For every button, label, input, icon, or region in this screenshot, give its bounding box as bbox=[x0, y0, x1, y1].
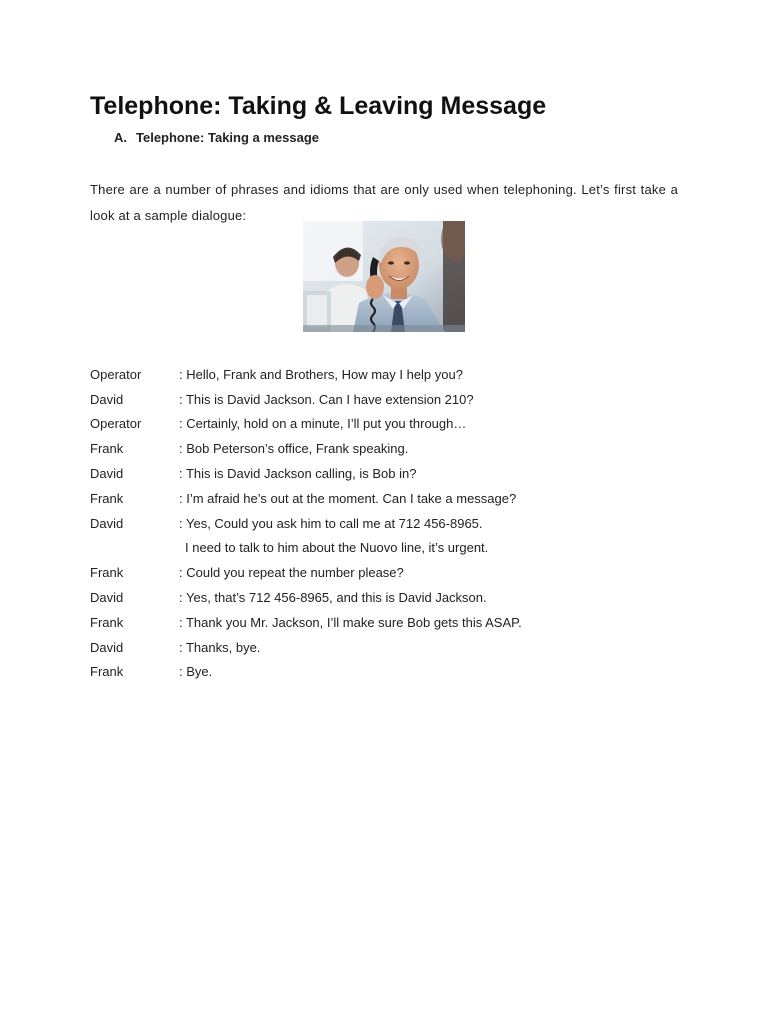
dialogue-row bbox=[90, 560, 690, 585]
dialogue-row bbox=[90, 436, 690, 461]
dialogue-line: : Yes, Could you ask him to call me at 712 456-8965. bbox=[179, 515, 483, 531]
dialogue-speaker: Operator bbox=[90, 366, 142, 382]
intro-paragraph: There are a number of phrases and idioms that are only used when telephoning. Let’s first take a look at a sample dialogue: bbox=[90, 182, 678, 223]
section-heading-text: Telephone: Taking a message bbox=[136, 130, 320, 145]
dialogue-row bbox=[90, 387, 690, 412]
dialogue-speaker: Frank bbox=[90, 664, 124, 680]
dialogue-speaker: Frank bbox=[90, 441, 124, 457]
dialogue-line: : Could you repeat the number please? bbox=[179, 565, 404, 581]
dialogue-row bbox=[90, 585, 690, 610]
dialogue-line: : Hello, Frank and Brothers, How may I help you? bbox=[179, 366, 463, 382]
dialogue-speaker: David bbox=[90, 590, 124, 606]
dialogue-speaker: David bbox=[90, 466, 124, 482]
dialogue-line: : This is David Jackson calling, is Bob in? bbox=[179, 466, 417, 482]
section-heading bbox=[114, 130, 319, 145]
dialogue-speaker: Frank bbox=[90, 614, 124, 630]
dialogue-line: I need to talk to him about the Nuovo line, it’s urgent. bbox=[185, 540, 489, 556]
dialogue-line: : Thanks, bye. bbox=[179, 639, 261, 655]
dialogue-list bbox=[90, 362, 690, 684]
dialogue-line: : Certainly, hold on a minute, I’ll put you through… bbox=[179, 416, 467, 432]
dialogue-speaker: David bbox=[90, 515, 124, 531]
dialogue-speaker: Frank bbox=[90, 490, 124, 506]
page-title: Telephone: Taking & Leaving Message bbox=[90, 92, 547, 120]
dialogue-line: : Bye. bbox=[179, 664, 213, 680]
dialogue-row bbox=[90, 511, 690, 536]
dialogue-line: : Bob Peterson’s office, Frank speaking. bbox=[179, 441, 409, 457]
dialogue-row bbox=[90, 610, 690, 635]
dialogue-row bbox=[90, 362, 690, 387]
dialogue-speaker: Operator bbox=[90, 416, 142, 432]
dialogue-row bbox=[90, 461, 690, 486]
dialogue-speaker: Frank bbox=[90, 565, 124, 581]
dialogue-row bbox=[90, 412, 690, 437]
dialogue-line: : Thank you Mr. Jackson, I’ll make sure Bob gets this ASAP. bbox=[179, 614, 522, 630]
dialogue-line: : I’m afraid he’s out at the moment. Can I take a message? bbox=[179, 490, 517, 506]
section-letter: A. bbox=[114, 130, 127, 145]
dialogue-speaker: David bbox=[90, 639, 124, 655]
dialogue-line: : This is David Jackson. Can I have extension 210? bbox=[179, 391, 474, 407]
dialogue-line: : Yes, that’s 712 456-8965, and this is David Jackson. bbox=[179, 590, 487, 606]
dialogue-row bbox=[90, 660, 690, 685]
dialogue-speaker: David bbox=[90, 391, 124, 407]
dialogue-row bbox=[90, 635, 690, 660]
dialogue-row bbox=[90, 486, 690, 511]
businessman-on-phone-photo bbox=[303, 221, 465, 332]
dialogue-row bbox=[90, 536, 690, 561]
